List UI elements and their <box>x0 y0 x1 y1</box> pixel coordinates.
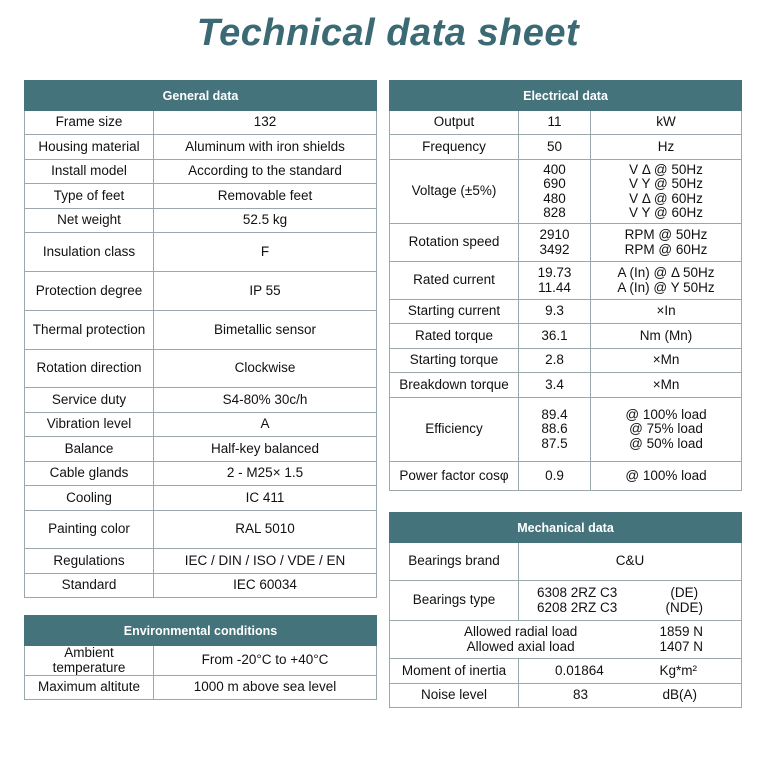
breakdown-torque-unit: ×Mn <box>591 373 742 398</box>
row-label: Painting color <box>25 511 154 549</box>
output-unit: kW <box>591 111 742 135</box>
row-label: Insulation class <box>25 233 154 272</box>
row-value: According to the standard <box>154 160 377 184</box>
electrical-data-table <box>389 80 742 491</box>
general-data-header: General data <box>25 81 377 111</box>
efficiency-unit: @ 100% load <box>625 406 707 422</box>
row-value: F <box>154 233 377 272</box>
row-value: IEC / DIN / ISO / VDE / EN <box>154 549 377 574</box>
output-label: Output <box>390 111 519 135</box>
power-factor-label: Power factor cosφ <box>390 462 519 491</box>
row-label: Frame size <box>25 111 154 135</box>
row-value: S4-80% 30c/h <box>154 388 377 413</box>
row-value: Half-key balanced <box>154 437 377 462</box>
row-label: Ambient temperature <box>25 646 154 676</box>
rotation-speed-label: Rotation speed <box>390 224 519 262</box>
allowed-radial-load-value: 1859 N <box>659 624 704 639</box>
noise-level-number: 83 <box>573 687 589 703</box>
rated-current-value: 19.73 <box>537 265 572 280</box>
page-title: Technical data sheet <box>196 12 580 54</box>
row-label: Balance <box>25 437 154 462</box>
voltage-units <box>591 160 742 224</box>
mechanical-data-table <box>389 512 742 708</box>
row-value: 1000 m above sea level <box>154 676 377 700</box>
row-label: Standard <box>25 574 154 598</box>
allowed-radial-load-label: Allowed radial load <box>464 624 578 639</box>
row-label: Type of feet <box>25 184 154 209</box>
voltage-unit: V Y @ 60Hz <box>629 205 704 220</box>
breakdown-torque-label: Breakdown torque <box>390 373 519 398</box>
voltage-value: 828 <box>543 205 566 220</box>
output-value: 11 <box>519 111 591 135</box>
row-label: Maximum altitute <box>25 676 154 700</box>
bearings-type-code: 6208 2RZ C3 <box>537 599 618 615</box>
efficiency-label: Efficiency <box>390 398 519 462</box>
allowed-axial-load-value: 1407 N <box>659 638 704 654</box>
voltage-value: 480 <box>543 190 566 206</box>
starting-current-label: Starting current <box>390 300 519 324</box>
row-value: 2 - M25× 1.5 <box>154 462 377 486</box>
starting-torque-value: 2.8 <box>519 349 591 373</box>
starting-torque-unit: ×Mn <box>591 349 742 373</box>
row-value: 52.5 kg <box>154 209 377 233</box>
row-label: Net weight <box>25 209 154 233</box>
power-factor-value: 0.9 <box>519 462 591 491</box>
voltage-value: 690 <box>543 176 566 191</box>
row-label: Service duty <box>25 388 154 413</box>
rotation-speed-unit: RPM @ 50Hz <box>624 227 708 242</box>
row-value: IP 55 <box>154 272 377 311</box>
row-value: Aluminum with iron shields <box>154 135 377 160</box>
bearings-type-position: (DE) <box>670 585 699 600</box>
allowed-axial-load-label: Allowed axial load <box>466 638 575 654</box>
moment-of-inertia-value <box>519 659 742 684</box>
voltage-value: 400 <box>543 161 566 177</box>
row-value: Clockwise <box>154 350 377 388</box>
moment-of-inertia-label: Moment of inertia <box>390 659 519 684</box>
voltage-label: Voltage (±5%) <box>390 160 519 224</box>
row-value: RAL 5010 <box>154 511 377 549</box>
rated-current-unit: A (In) @ Δ 50Hz <box>617 265 715 280</box>
efficiency-value: 87.5 <box>541 435 568 451</box>
bearings-type-value <box>519 581 742 621</box>
noise-level-unit: dB(A) <box>662 687 698 703</box>
efficiency-values <box>519 398 591 462</box>
rated-torque-label: Rated torque <box>390 324 519 349</box>
row-label: Protection degree <box>25 272 154 311</box>
noise-level-label: Noise level <box>390 684 519 708</box>
noise-level-value <box>519 684 742 708</box>
general-data-table <box>24 80 377 598</box>
row-value: 132 <box>154 111 377 135</box>
rotation-speed-values <box>519 224 591 262</box>
frequency-unit: Hz <box>591 135 742 160</box>
row-label: Cable glands <box>25 462 154 486</box>
row-value: IC 411 <box>154 486 377 511</box>
efficiency-unit: @ 75% load <box>629 421 703 437</box>
power-factor-unit: @ 100% load <box>591 462 742 491</box>
rated-current-unit: A (In) @ Y 50Hz <box>617 279 715 295</box>
voltage-values <box>519 160 591 224</box>
row-label: Housing material <box>25 135 154 160</box>
voltage-unit: V Δ @ 60Hz <box>629 190 703 206</box>
bearings-brand-label: Bearings brand <box>390 543 519 581</box>
rotation-speed-units <box>591 224 742 262</box>
row-value: Removable feet <box>154 184 377 209</box>
row-label: Cooling <box>25 486 154 511</box>
voltage-unit: V Δ @ 50Hz <box>629 161 703 177</box>
breakdown-torque-value: 3.4 <box>519 373 591 398</box>
bearings-type-code: 6308 2RZ C3 <box>537 585 618 600</box>
moment-of-inertia-unit: Kg*m² <box>659 662 698 678</box>
mechanical-data-header: Mechanical data <box>390 513 742 543</box>
row-label: Install model <box>25 160 154 184</box>
voltage-unit: V Y @ 50Hz <box>629 176 704 191</box>
rotation-speed-unit: RPM @ 60Hz <box>624 241 708 257</box>
environmental-conditions-table <box>24 615 377 700</box>
row-value: Bimetallic sensor <box>154 311 377 350</box>
bearings-type-position: (NDE) <box>665 599 704 615</box>
rotation-speed-value: 2910 <box>539 227 570 242</box>
row-label: Vibration level <box>25 413 154 437</box>
rated-current-values <box>519 262 591 300</box>
bearings-type-label: Bearings type <box>390 581 519 621</box>
row-value: From -20°C to +40°C <box>154 646 377 676</box>
environmental-conditions-header: Environmental conditions <box>25 616 377 646</box>
row-value: A <box>154 413 377 437</box>
allowed-loads-cell <box>390 621 742 659</box>
rotation-speed-value: 3492 <box>539 241 570 257</box>
rated-torque-value: 36.1 <box>519 324 591 349</box>
bearings-brand-value: C&U <box>519 543 742 581</box>
efficiency-units <box>591 398 742 462</box>
rated-current-value: 11.44 <box>538 279 571 295</box>
rated-torque-unit: Nm (Mn) <box>591 324 742 349</box>
moment-of-inertia-number: 0.01864 <box>555 662 604 678</box>
starting-current-value: 9.3 <box>519 300 591 324</box>
rated-current-units <box>591 262 742 300</box>
rated-current-label: Rated current <box>390 262 519 300</box>
row-label: Rotation direction <box>25 350 154 388</box>
frequency-value: 50 <box>519 135 591 160</box>
efficiency-value: 89.4 <box>541 406 568 422</box>
row-label: Regulations <box>25 549 154 574</box>
efficiency-unit: @ 50% load <box>629 435 703 451</box>
electrical-data-header: Electrical data <box>390 81 742 111</box>
row-label: Thermal protection <box>25 311 154 350</box>
starting-torque-label: Starting torque <box>390 349 519 373</box>
efficiency-value: 88.6 <box>541 421 568 437</box>
frequency-label: Frequency <box>390 135 519 160</box>
row-value: IEC 60034 <box>154 574 377 598</box>
starting-current-unit: ×In <box>591 300 742 324</box>
